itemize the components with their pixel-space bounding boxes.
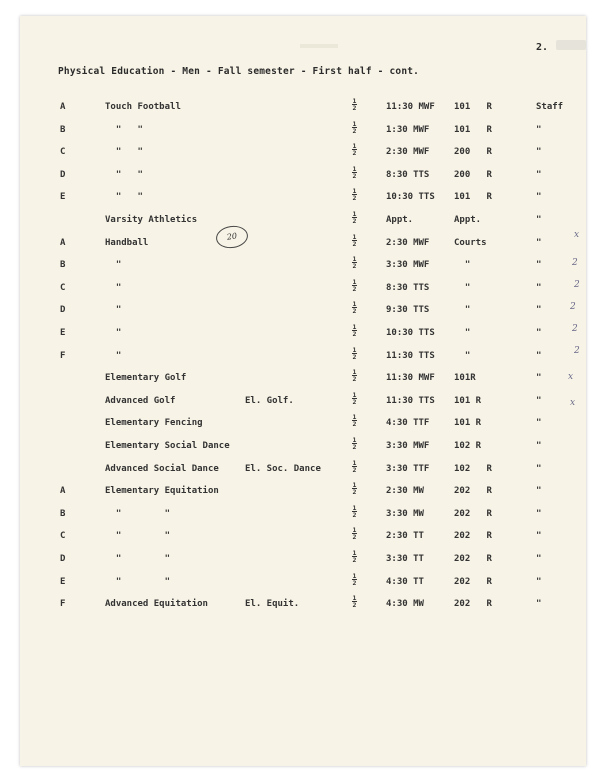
instructor: " — [536, 486, 542, 497]
unit-numerator: 1 — [352, 503, 357, 512]
class-time: 8:30 TTS — [386, 169, 430, 180]
instructor: " — [536, 554, 542, 564]
table-row — [0, 323, 600, 340]
table-row — [0, 481, 600, 498]
page-heading: Physical Education - Men - Fall semester - First half - cont. — [58, 66, 420, 77]
unit-fraction — [352, 301, 357, 318]
unit-fraction — [352, 234, 357, 251]
class-time: 4:30 MW — [386, 599, 424, 610]
class-time: 4:30 TT — [386, 576, 424, 587]
activity-name: " — [105, 328, 122, 338]
section-letter: B — [60, 260, 66, 271]
unit-numerator: 1 — [352, 413, 357, 422]
instructor: " — [536, 215, 542, 225]
room: " — [454, 305, 471, 316]
unit-fraction — [352, 347, 357, 364]
unit-fraction — [352, 392, 357, 409]
unit-numerator: 1 — [352, 97, 357, 105]
unit-denominator: 2 — [352, 352, 357, 361]
unit-fraction — [352, 527, 357, 544]
activity-name: Advanced Social Dance — [105, 463, 219, 474]
instructor: " — [536, 260, 542, 271]
unit-numerator: 1 — [352, 277, 357, 286]
unit-numerator: 1 — [352, 210, 357, 218]
activity-name: " " — [105, 147, 143, 158]
instructor: " — [536, 576, 542, 587]
unit-fraction — [352, 573, 357, 590]
room: 202 R — [454, 486, 492, 497]
activity-name: " " — [105, 192, 143, 203]
instructor: " — [536, 418, 542, 429]
table-row — [0, 436, 600, 453]
class-time: 11:30 TTS — [386, 395, 435, 406]
room: " — [454, 282, 471, 293]
activity-name: " " — [105, 554, 171, 564]
activity-name: " " — [105, 169, 143, 180]
room: 200 R — [454, 169, 492, 180]
activity-name: " — [105, 260, 122, 271]
activity-name: " " — [105, 508, 171, 519]
margin-mark: x — [568, 372, 574, 382]
unit-denominator: 2 — [352, 533, 357, 542]
unit-fraction — [352, 595, 357, 612]
section-letter: E — [60, 576, 66, 587]
activity-name: Elementary Fencing — [105, 418, 203, 429]
prerequisite: El. Soc. Dance — [245, 463, 321, 474]
activity-name: " — [105, 282, 122, 293]
section-letter: A — [60, 237, 66, 248]
instructor: " — [536, 305, 542, 316]
unit-denominator: 2 — [352, 465, 357, 474]
room: 202 R — [454, 554, 492, 564]
unit-denominator: 2 — [352, 284, 357, 293]
margin-mark: 2 — [574, 346, 580, 356]
margin-mark: 2 — [572, 258, 578, 268]
unit-denominator: 2 — [352, 239, 357, 248]
instructor: " — [536, 441, 542, 451]
unit-fraction — [352, 143, 357, 160]
margin-mark: x — [570, 398, 576, 408]
unit-denominator: 2 — [352, 262, 357, 271]
table-row — [0, 255, 600, 272]
margin-mark: 2 — [574, 280, 580, 290]
unit-numerator: 1 — [352, 390, 357, 399]
section-letter: F — [60, 599, 66, 610]
class-time: 3:30 MWF — [386, 260, 430, 271]
unit-numerator: 1 — [352, 368, 357, 377]
section-letter: A — [60, 102, 66, 112]
table-row — [0, 458, 600, 476]
activity-name: " " — [105, 531, 171, 542]
circled-handwritten-note: 20 — [215, 224, 250, 250]
room: 101 R — [454, 395, 482, 406]
room: 202 R — [454, 599, 492, 610]
margin-mark: x — [574, 230, 580, 240]
unit-fraction — [352, 550, 357, 567]
room: " — [454, 328, 471, 338]
class-time: 2:30 MWF — [386, 147, 430, 158]
unit-fraction — [352, 482, 357, 499]
room: 200 R — [454, 147, 492, 158]
unit-denominator: 2 — [352, 375, 357, 384]
class-time: 8:30 TTS — [386, 282, 430, 293]
paper-smudge — [300, 44, 338, 48]
unit-numerator: 1 — [352, 458, 357, 467]
room: 202 R — [454, 531, 492, 542]
class-time: 3:30 TTF — [386, 463, 430, 474]
unit-denominator: 2 — [352, 443, 357, 451]
section-letter: C — [60, 282, 66, 293]
table-row — [0, 142, 600, 159]
section-letter: D — [60, 169, 66, 180]
class-time: 1:30 MWF — [386, 124, 430, 135]
section-letter: E — [60, 328, 66, 338]
unit-numerator: 1 — [352, 255, 357, 264]
class-time: 4:30 TTF — [386, 418, 430, 429]
room: 202 R — [454, 576, 492, 587]
unit-numerator: 1 — [352, 594, 357, 603]
unit-denominator: 2 — [352, 217, 357, 225]
instructor: " — [536, 192, 542, 203]
room: Appt. — [454, 215, 482, 225]
page-number: 2. — [536, 42, 549, 53]
unit-denominator: 2 — [352, 126, 357, 135]
unit-numerator: 1 — [352, 187, 357, 196]
class-time: 2:30 MWF — [386, 237, 430, 248]
instructor: " — [536, 373, 542, 384]
instructor: " — [536, 350, 542, 361]
activity-name: Elementary Equitation — [105, 486, 219, 497]
table-row — [0, 164, 600, 182]
section-letter: C — [60, 147, 66, 158]
class-time: 3:30 MW — [386, 508, 424, 519]
activity-name: " — [105, 305, 122, 316]
table-row — [0, 503, 600, 521]
unit-numerator: 1 — [352, 345, 357, 354]
room: Courts — [454, 237, 487, 248]
unit-fraction — [352, 211, 357, 228]
table-row — [0, 210, 600, 227]
table-row — [0, 549, 600, 566]
prerequisite: El. Equit. — [245, 599, 300, 610]
unit-fraction — [352, 414, 357, 431]
instructor: " — [536, 463, 542, 474]
table-row — [0, 300, 600, 317]
class-time: 11:30 MWF — [386, 102, 435, 112]
activity-name: " — [105, 350, 122, 361]
table-row — [0, 232, 600, 250]
section-letter: E — [60, 192, 66, 203]
instructor: " — [536, 328, 542, 338]
instructor: " — [536, 282, 542, 293]
table-row — [0, 97, 600, 114]
unit-fraction — [352, 460, 357, 477]
unit-numerator: 1 — [352, 323, 357, 331]
unit-numerator: 1 — [352, 142, 357, 151]
instructor: Staff — [536, 102, 564, 112]
instructor: " — [536, 147, 542, 158]
prerequisite: El. Golf. — [245, 395, 294, 406]
table-row — [0, 594, 600, 611]
activity-name: Elementary Social Dance — [105, 441, 230, 451]
table-row — [0, 390, 600, 408]
unit-denominator: 2 — [352, 330, 357, 338]
class-time: 3:30 TT — [386, 554, 424, 564]
unit-denominator: 2 — [352, 307, 357, 316]
class-time: Appt. — [386, 215, 414, 225]
instructor: " — [536, 599, 542, 610]
room: 101 R — [454, 192, 492, 203]
unit-denominator: 2 — [352, 556, 357, 564]
section-letter: C — [60, 531, 66, 542]
room: " — [454, 260, 471, 271]
unit-denominator: 2 — [352, 510, 357, 519]
unit-fraction — [352, 437, 357, 454]
unit-denominator: 2 — [352, 171, 357, 180]
unit-fraction — [352, 256, 357, 273]
instructor: " — [536, 508, 542, 519]
unit-fraction — [352, 98, 357, 115]
corner-stamp — [556, 40, 586, 50]
unit-denominator: 2 — [352, 104, 357, 112]
instructor: " — [536, 169, 542, 180]
room: 101 R — [454, 124, 492, 135]
unit-numerator: 1 — [352, 300, 357, 309]
unit-fraction — [352, 166, 357, 183]
class-time: 3:30 MWF — [386, 441, 430, 451]
instructor: " — [536, 531, 542, 542]
section-letter: B — [60, 508, 66, 519]
unit-numerator: 1 — [352, 571, 357, 580]
class-time: 2:30 TT — [386, 531, 424, 542]
unit-denominator: 2 — [352, 149, 357, 158]
margin-mark: 2 — [570, 302, 576, 312]
unit-fraction — [352, 505, 357, 522]
activity-name: Advanced Equitation — [105, 599, 208, 610]
unit-numerator: 1 — [352, 526, 357, 535]
activity-name: Varsity Athletics — [105, 215, 198, 225]
margin-mark: 2 — [572, 324, 578, 334]
section-letter: D — [60, 305, 66, 316]
table-row — [0, 571, 600, 589]
class-time: 11:30 TTS — [386, 350, 435, 361]
table-row — [0, 526, 600, 543]
room: 101 R — [454, 102, 492, 112]
unit-numerator: 1 — [352, 164, 357, 173]
unit-denominator: 2 — [352, 397, 357, 406]
unit-denominator: 2 — [352, 420, 357, 429]
class-time: 11:30 MWF — [386, 373, 435, 384]
instructor: " — [536, 237, 542, 248]
table-row — [0, 413, 600, 430]
section-letter: B — [60, 124, 66, 135]
unit-fraction — [352, 324, 357, 341]
unit-numerator: 1 — [352, 481, 357, 490]
room: 102 R — [454, 441, 482, 451]
unit-numerator: 1 — [352, 119, 357, 128]
room: 101R — [454, 373, 476, 384]
unit-fraction — [352, 188, 357, 205]
unit-fraction — [352, 369, 357, 386]
unit-fraction — [352, 121, 357, 138]
unit-denominator: 2 — [352, 194, 357, 203]
unit-numerator: 1 — [352, 436, 357, 444]
activity-name: " " — [105, 576, 171, 587]
table-row — [0, 277, 600, 295]
unit-denominator: 2 — [352, 488, 357, 497]
class-time: 2:30 MW — [386, 486, 424, 497]
table-row — [0, 345, 600, 363]
section-letter: F — [60, 350, 66, 361]
activity-name: Elementary Golf — [105, 373, 187, 384]
unit-numerator: 1 — [352, 232, 357, 241]
unit-fraction — [352, 279, 357, 296]
section-letter: A — [60, 486, 66, 497]
room: 102 R — [454, 463, 492, 474]
unit-denominator: 2 — [352, 601, 357, 610]
table-row — [0, 187, 600, 204]
unit-denominator: 2 — [352, 578, 357, 587]
room: 101 R — [454, 418, 482, 429]
activity-name: " " — [105, 124, 143, 135]
section-letter: D — [60, 554, 66, 564]
unit-numerator: 1 — [352, 549, 357, 557]
activity-name: Handball — [105, 237, 149, 248]
table-row — [0, 368, 600, 385]
activity-name: Advanced Golf — [105, 395, 176, 406]
activity-name: Touch Football — [105, 102, 181, 112]
instructor: " — [536, 395, 542, 406]
class-time: 9:30 TTS — [386, 305, 430, 316]
room: " — [454, 350, 471, 361]
class-time: 10:30 TTS — [386, 328, 435, 338]
instructor: " — [536, 124, 542, 135]
class-time: 10:30 TTS — [386, 192, 435, 203]
room: 202 R — [454, 508, 492, 519]
table-row — [0, 119, 600, 137]
